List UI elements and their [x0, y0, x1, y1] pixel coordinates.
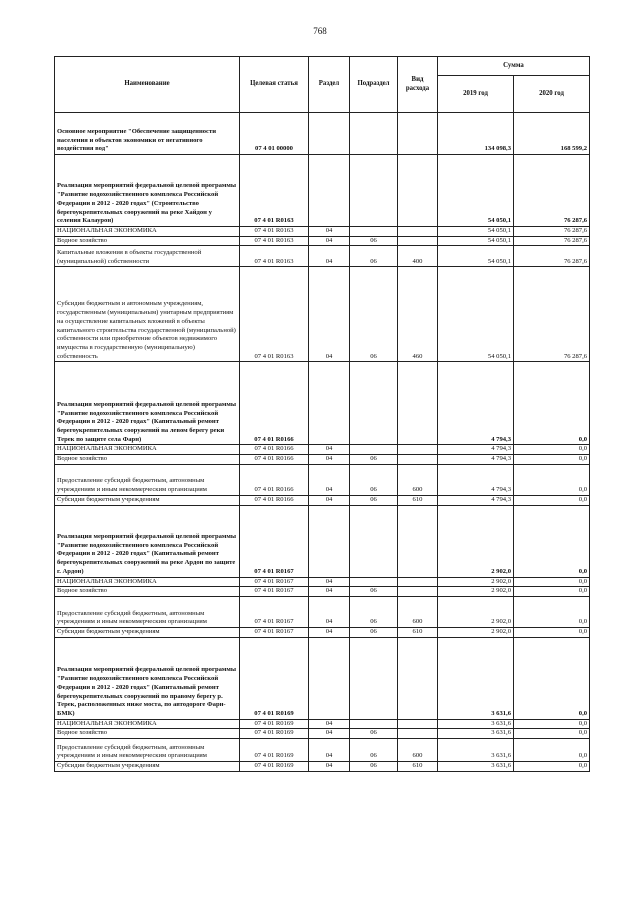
- row-target-code: 07 4 01 R0167: [240, 577, 309, 587]
- row-amount-2020: 0,0: [514, 596, 590, 627]
- row-section: 04: [309, 587, 350, 597]
- row-amount-2019: 2 902,0: [438, 587, 514, 597]
- row-section: 04: [309, 729, 350, 739]
- budget-table: [54, 56, 590, 772]
- row-expense-type: [398, 236, 438, 246]
- row-amount-2020: 0,0: [514, 577, 590, 587]
- row-name: Реализация мероприятий федеральной целевой программы "Развитие водохозяйственного комплекса Российской Федерации в 2012 - 2020 годах" (Капитальный ремонт берегоукрепительных сооружений на левом берегу реки Терек по защите села Фарн): [55, 362, 240, 445]
- row-section: 04: [309, 762, 350, 772]
- row-expense-type: 400: [398, 246, 438, 267]
- row-expense-type: [398, 455, 438, 465]
- row-amount-2020: 76 287,6: [514, 155, 590, 227]
- row-section: 04: [309, 246, 350, 267]
- row-expense-type: [398, 505, 438, 577]
- row-amount-2020: 0,0: [514, 587, 590, 597]
- row-amount-2019: 4 794,3: [438, 362, 514, 445]
- row-name: Субсидии бюджетным учреждениям: [55, 495, 240, 505]
- row-amount-2020: 0,0: [514, 762, 590, 772]
- table-body: [55, 113, 590, 772]
- row-subsection: [350, 577, 398, 587]
- col-header-amount: Сумма: [438, 57, 590, 76]
- row-section: 04: [309, 627, 350, 637]
- row-section: 04: [309, 267, 350, 362]
- row-amount-2019: 54 050,1: [438, 236, 514, 246]
- row-name: Субсидии бюджетным и автономным учреждениям, государственным (муниципальным) унитарным предприятиям на осуществление капитальных вложений в объекты капитального строительства государственной (муниципальной) собственности или приобретение объектов недвижимого имущества в государственную (муниципальную) собственность: [55, 267, 240, 362]
- row-amount-2020: 0,0: [514, 627, 590, 637]
- row-subsection: 06: [350, 236, 398, 246]
- row-subsection: 06: [350, 729, 398, 739]
- table-row: [55, 577, 590, 587]
- row-target-code: 07 4 01 00000: [240, 113, 309, 155]
- row-amount-2020: 0,0: [514, 729, 590, 739]
- row-subsection: 06: [350, 267, 398, 362]
- row-target-code: 07 4 01 R0163: [240, 155, 309, 227]
- row-name: Реализация мероприятий федеральной целевой программы "Развитие водохозяйственного комплекса Российской Федерации в 2012 - 2020 годах" (Строительство берегоукрепительных сооружений на реке Хайдон у селения Калаурон): [55, 155, 240, 227]
- row-amount-2020: 0,0: [514, 719, 590, 729]
- row-section: 04: [309, 739, 350, 762]
- row-subsection: [350, 362, 398, 445]
- row-subsection: 06: [350, 455, 398, 465]
- row-amount-2019: 4 794,3: [438, 445, 514, 455]
- row-subsection: 06: [350, 627, 398, 637]
- row-subsection: [350, 445, 398, 455]
- table-row: [55, 505, 590, 577]
- row-name: Основное мероприятие "Обеспечение защищенности населения и объектов экономики от негативного воздействия вод": [55, 113, 240, 155]
- row-section: 04: [309, 445, 350, 455]
- row-expense-type: [398, 362, 438, 445]
- row-amount-2020: 168 599,2: [514, 113, 590, 155]
- col-header-target: Целевая статья: [240, 57, 309, 113]
- row-target-code: 07 4 01 R0163: [240, 267, 309, 362]
- row-subsection: 06: [350, 596, 398, 627]
- table-row: [55, 246, 590, 267]
- row-name: НАЦИОНАЛЬНАЯ ЭКОНОМИКА: [55, 445, 240, 455]
- row-target-code: 07 4 01 R0167: [240, 596, 309, 627]
- row-expense-type: [398, 637, 438, 719]
- row-expense-type: [398, 719, 438, 729]
- row-expense-type: 460: [398, 267, 438, 362]
- row-target-code: 07 4 01 R0166: [240, 464, 309, 495]
- row-amount-2019: 2 902,0: [438, 627, 514, 637]
- row-expense-type: 610: [398, 627, 438, 637]
- row-amount-2019: 4 794,3: [438, 464, 514, 495]
- table-row: [55, 495, 590, 505]
- row-amount-2020: 0,0: [514, 495, 590, 505]
- col-header-name: Наименование: [55, 57, 240, 113]
- row-amount-2020: 0,0: [514, 455, 590, 465]
- row-amount-2019: 134 098,3: [438, 113, 514, 155]
- row-section: 04: [309, 236, 350, 246]
- row-section: [309, 637, 350, 719]
- row-target-code: 07 4 01 R0166: [240, 495, 309, 505]
- row-name: НАЦИОНАЛЬНАЯ ЭКОНОМИКА: [55, 227, 240, 237]
- row-section: 04: [309, 464, 350, 495]
- table-row: [55, 719, 590, 729]
- table-row: [55, 267, 590, 362]
- row-expense-type: [398, 227, 438, 237]
- row-name: Водное хозяйство: [55, 236, 240, 246]
- table-row: [55, 587, 590, 597]
- row-target-code: 07 4 01 R0166: [240, 362, 309, 445]
- page-number: 768: [313, 26, 327, 36]
- row-amount-2019: 54 050,1: [438, 246, 514, 267]
- row-expense-type: 600: [398, 596, 438, 627]
- row-expense-type: [398, 113, 438, 155]
- row-name: Субсидии бюджетным учреждениям: [55, 627, 240, 637]
- row-target-code: 07 4 01 R0167: [240, 627, 309, 637]
- row-subsection: [350, 505, 398, 577]
- row-expense-type: 610: [398, 495, 438, 505]
- table-row: [55, 362, 590, 445]
- row-expense-type: 600: [398, 739, 438, 762]
- row-amount-2019: 4 794,3: [438, 495, 514, 505]
- row-target-code: 07 4 01 R0166: [240, 445, 309, 455]
- row-subsection: 06: [350, 762, 398, 772]
- row-name: Предоставление субсидий бюджетным, автономным учреждениям и иным некоммерческим организациям: [55, 464, 240, 495]
- row-amount-2019: 4 794,3: [438, 455, 514, 465]
- row-amount-2019: 54 050,1: [438, 155, 514, 227]
- row-section: [309, 362, 350, 445]
- row-expense-type: [398, 729, 438, 739]
- row-amount-2020: 76 287,6: [514, 236, 590, 246]
- row-expense-type: [398, 577, 438, 587]
- row-amount-2019: 3 631,6: [438, 729, 514, 739]
- table-row: [55, 637, 590, 719]
- row-expense-type: [398, 587, 438, 597]
- row-target-code: 07 4 01 R0169: [240, 719, 309, 729]
- row-subsection: [350, 637, 398, 719]
- row-amount-2019: 2 902,0: [438, 577, 514, 587]
- row-name: Водное хозяйство: [55, 587, 240, 597]
- row-section: 04: [309, 455, 350, 465]
- table-row: [55, 627, 590, 637]
- row-amount-2020: 0,0: [514, 362, 590, 445]
- row-subsection: [350, 719, 398, 729]
- col-header-subsection: Подраздел: [350, 57, 398, 113]
- row-name: Водное хозяйство: [55, 729, 240, 739]
- row-amount-2019: 3 631,6: [438, 637, 514, 719]
- row-expense-type: 600: [398, 464, 438, 495]
- table-row: [55, 729, 590, 739]
- row-amount-2019: 3 631,6: [438, 739, 514, 762]
- row-subsection: 06: [350, 495, 398, 505]
- row-subsection: 06: [350, 587, 398, 597]
- table-row: [55, 464, 590, 495]
- row-amount-2019: 54 050,1: [438, 227, 514, 237]
- row-amount-2020: 0,0: [514, 445, 590, 455]
- table-row: [55, 739, 590, 762]
- row-amount-2019: 3 631,6: [438, 719, 514, 729]
- row-amount-2019: 3 631,6: [438, 762, 514, 772]
- row-section: 04: [309, 577, 350, 587]
- row-expense-type: 610: [398, 762, 438, 772]
- table-row: [55, 455, 590, 465]
- row-target-code: 07 4 01 R0169: [240, 762, 309, 772]
- row-target-code: 07 4 01 R0163: [240, 246, 309, 267]
- row-target-code: 07 4 01 R0167: [240, 587, 309, 597]
- row-subsection: [350, 227, 398, 237]
- row-section: [309, 155, 350, 227]
- row-target-code: 07 4 01 R0169: [240, 637, 309, 719]
- row-subsection: [350, 155, 398, 227]
- table-row: [55, 596, 590, 627]
- row-target-code: 07 4 01 R0167: [240, 505, 309, 577]
- row-name: Реализация мероприятий федеральной целевой программы "Развитие водохозяйственного комплекса Российской Федерации в 2012 - 2020 годах" (Капитальный ремонт берегоукрепительных сооружений по правому берегу р. Терек, расположенных ниже моста, по автодороге Фарн-БМК): [55, 637, 240, 719]
- row-section: 04: [309, 227, 350, 237]
- table-row: [55, 113, 590, 155]
- row-expense-type: [398, 445, 438, 455]
- row-name: НАЦИОНАЛЬНАЯ ЭКОНОМИКА: [55, 577, 240, 587]
- row-name: Капитальные вложения в объекты государственной (муниципальной) собственности: [55, 246, 240, 267]
- row-section: 04: [309, 596, 350, 627]
- row-amount-2020: 76 287,6: [514, 246, 590, 267]
- row-amount-2020: 76 287,6: [514, 227, 590, 237]
- row-amount-2019: 54 050,1: [438, 267, 514, 362]
- row-section: 04: [309, 719, 350, 729]
- row-section: [309, 113, 350, 155]
- row-amount-2020: 76 287,6: [514, 267, 590, 362]
- table-row: [55, 236, 590, 246]
- col-header-2020: 2020 год: [514, 76, 590, 113]
- col-header-section: Раздел: [309, 57, 350, 113]
- row-subsection: 06: [350, 464, 398, 495]
- row-subsection: 06: [350, 246, 398, 267]
- row-expense-type: [398, 155, 438, 227]
- row-section: 04: [309, 495, 350, 505]
- col-header-2019: 2019 год: [438, 76, 514, 113]
- row-target-code: 07 4 01 R0166: [240, 455, 309, 465]
- row-name: Субсидии бюджетным учреждениям: [55, 762, 240, 772]
- row-subsection: 06: [350, 739, 398, 762]
- row-amount-2019: 2 902,0: [438, 596, 514, 627]
- row-name: НАЦИОНАЛЬНАЯ ЭКОНОМИКА: [55, 719, 240, 729]
- row-section: [309, 505, 350, 577]
- table-row: [55, 445, 590, 455]
- row-name: Предоставление субсидий бюджетным, автономным учреждениям и иным некоммерческим организациям: [55, 596, 240, 627]
- row-target-code: 07 4 01 R0169: [240, 739, 309, 762]
- row-subsection: [350, 113, 398, 155]
- table-row: [55, 227, 590, 237]
- row-amount-2019: 2 902,0: [438, 505, 514, 577]
- row-target-code: 07 4 01 R0163: [240, 236, 309, 246]
- row-amount-2020: 0,0: [514, 637, 590, 719]
- table-row: [55, 762, 590, 772]
- row-amount-2020: 0,0: [514, 464, 590, 495]
- row-target-code: 07 4 01 R0163: [240, 227, 309, 237]
- row-name: Предоставление субсидий бюджетным, автономным учреждениям и иным некоммерческим организациям: [55, 739, 240, 762]
- col-header-expense-type: Вид расхода: [398, 57, 438, 113]
- row-amount-2020: 0,0: [514, 505, 590, 577]
- row-name: Реализация мероприятий федеральной целевой программы "Развитие водохозяйственного комплекса Российской Федерации в 2012 - 2020 годах" (Капитальный ремонт берегоукрепительных сооружений на реке Ардон по защите г. Ардон): [55, 505, 240, 577]
- table-row: [55, 155, 590, 227]
- row-amount-2020: 0,0: [514, 739, 590, 762]
- row-name: Водное хозяйство: [55, 455, 240, 465]
- row-target-code: 07 4 01 R0169: [240, 729, 309, 739]
